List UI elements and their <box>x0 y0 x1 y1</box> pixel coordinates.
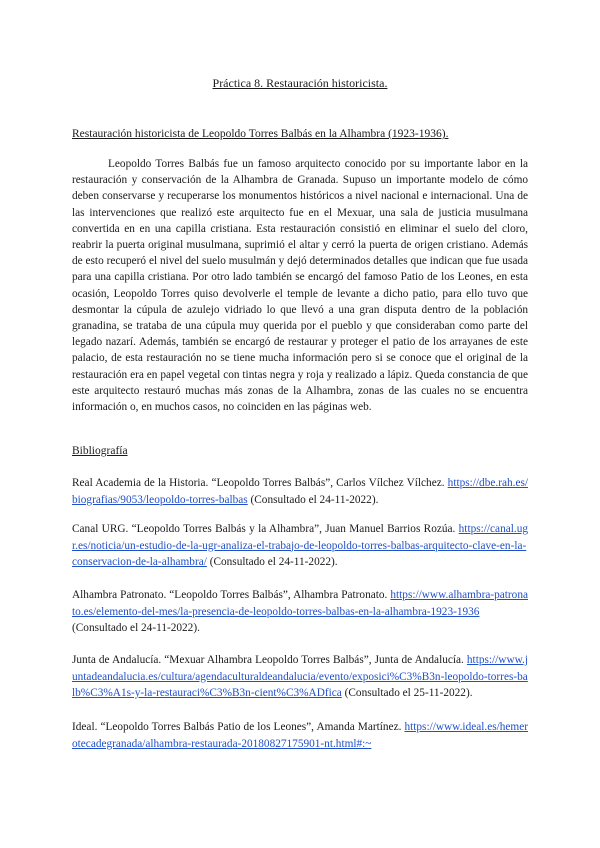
body-paragraph: Leopoldo Torres Balbás fue un famoso arquitecto conocido por su importante labor en la restauración y conservación de la Alhambra de Granada. Supuso un importante modelo de cómo deben conservarse y recuperarse los monumentos históricos a nivel nacional e internacional. Una de las intervenciones que realizó este arquitecto fue en el Mexuar, una sala de justicia musulmana convertida en en una capilla cristiana. Esta restauración consistió en eliminar el suelo del cloro, reabrir la puerta original musulmana, suprimió el altar y cerró la puerta de origen cristiano. Además de esto recuperó el nivel del suelo musulmán y dejó determinados detalles que indican que fue usada para una capilla cristiana. Por otro lado también se encargó del famoso Patio de los Leones, en esta ocasión, Leopoldo Torres quiso devolverle el temple de levante a dicho patio, para ello tuvo que desmontar la cúpula de azulejo vidriado lo que llevó a una gran disputa dentro de la población granadina, se trataba de una cúpula muy querida por el pueblo y que consideraban como parte del legado nazarí. Además, también se encargó de restaurar y proteger el patio de los arrayanes de este palacio, de esta restauración no se tiene mucha información pero si se conoce que el original de la restauración era en papel vegetal con tintas negra y roja y realizado a lápiz. Queda constancia de que este arquitecto restauró muchas más zonas de la Alhambra, zonas de las cuales no se encuentra información o, en muchos casos, no coinciden en las páginas web. <box>72 158 528 414</box>
entry-text: Canal URG. “Leopoldo Torres Balbás y la Alhambra”, Juan Manuel Barrios Rozúa. <box>72 523 456 535</box>
bibliography-entry <box>72 587 528 637</box>
entry-link[interactable]: https://www.alhambra-patronato.es/elemento-del-mes/la-presencia-de-leopoldo-torres-balbas-en-la-alhambra-1923-1936 <box>72 589 528 618</box>
entry-text: Junta de Andalucía. “Mexuar Alhambra Leopoldo Torres Balbás”, Junta de Andalucía. <box>72 654 464 666</box>
entry-note: (Consultado el 24-11-2022). <box>72 622 200 634</box>
bibliography-entry <box>72 475 528 508</box>
entry-link[interactable]: https://www.ideal.es/hemerotecadegranada/alhambra-restaurada-20180827175901-nt.html#:~ <box>72 721 528 750</box>
entry-note: (Consultado el 25-11-2022). <box>341 687 473 699</box>
entry-link[interactable]: https://canal.ugr.es/noticia/un-estudio-de-la-ugr-analiza-el-trabajo-de-leopoldo-torres-balbas-arquitecto-clave-en-la-conservacion-de-la-alhambra/ <box>72 523 528 568</box>
section-subtitle: Restauración historicista de Leopoldo Torres Balbás en la Alhambra (1923-1936). <box>72 128 449 140</box>
entry-note: (Consultado el 24-11-2022). <box>206 556 338 568</box>
entry-link[interactable]: https://www.juntadeandalucia.es/cultura/agendaculturaldeandalucia/evento/exposici%C3%B3n-leopoldo-torres-balb%C3%A1s-y-la-restauraci%C3%B3n-cient%C3%ADfica <box>72 654 528 699</box>
bibliography-entry <box>72 719 528 767</box>
page-title: Práctica 8. Restauración historicista. <box>212 76 388 90</box>
entry-text: Real Academia de la Historia. “Leopoldo Torres Balbás”, Carlos Vílchez Vílchez. <box>72 477 445 489</box>
entry-note: (Consultado el 24-11-2022). <box>247 493 379 506</box>
bibliography-heading: Bibliografía <box>72 445 128 457</box>
bibliography-entry <box>72 521 528 571</box>
entry-link[interactable]: https://dbe.rah.es/biografias/9053/leopoldo-torres-balbas <box>72 477 528 506</box>
bibliography-entry <box>72 652 528 702</box>
entry-text: Ideal. “Leopoldo Torres Balbás Patio de los Leones”, Amanda Martínez. <box>72 721 402 733</box>
entry-text: Alhambra Patronato. “Leopoldo Torres Balbás”, Alhambra Patronato. <box>72 589 388 601</box>
